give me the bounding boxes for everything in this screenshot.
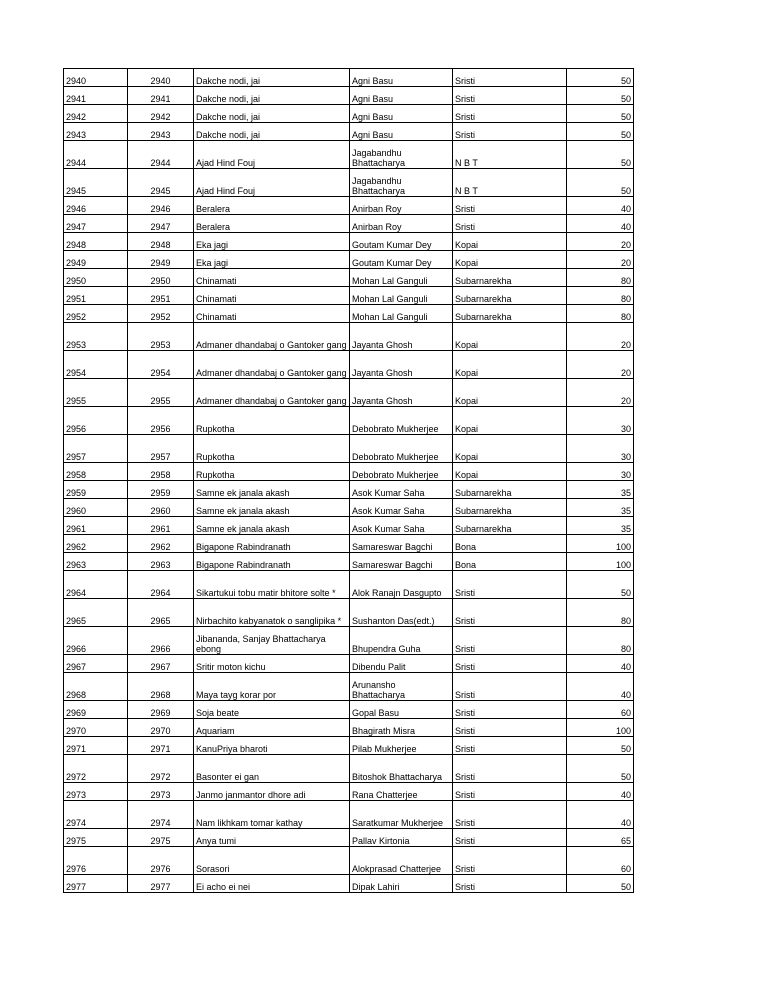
- serial-number-cell: 2940: [128, 69, 194, 87]
- book-title-cell: Dakche nodi, jai: [194, 105, 350, 123]
- author-cell: Anirban Roy: [350, 215, 453, 233]
- table-row: [64, 553, 634, 571]
- publisher-cell: Sristi: [453, 655, 567, 673]
- book-title-cell: Ajad Hind Fouj: [194, 141, 350, 169]
- author-cell: Samareswar Bagchi: [350, 535, 453, 553]
- price-cell: 20: [567, 323, 634, 351]
- author-cell: Mohan Lal Ganguli: [350, 287, 453, 305]
- author-cell: Asok Kumar Saha: [350, 517, 453, 535]
- author-cell: Pallav Kirtonia: [350, 829, 453, 847]
- price-cell: 30: [567, 407, 634, 435]
- accession-number-cell: 2954: [64, 351, 128, 379]
- book-title-cell: Bigapone Rabindranath: [194, 553, 350, 571]
- book-title-cell: Maya tayg korar por: [194, 673, 350, 701]
- publisher-cell: Kopai: [453, 463, 567, 481]
- table-row: [64, 499, 634, 517]
- publisher-cell: Sristi: [453, 123, 567, 141]
- author-cell: Jayanta Ghosh: [350, 323, 453, 351]
- table-row: [64, 463, 634, 481]
- serial-number-cell: 2952: [128, 305, 194, 323]
- price-cell: 20: [567, 233, 634, 251]
- accession-number-cell: 2948: [64, 233, 128, 251]
- serial-number-cell: 2967: [128, 655, 194, 673]
- publisher-cell: Sristi: [453, 599, 567, 627]
- price-cell: 80: [567, 269, 634, 287]
- book-register-table: [63, 68, 634, 893]
- publisher-cell: Kopai: [453, 233, 567, 251]
- table-row: [64, 829, 634, 847]
- book-title-cell: Dakche nodi, jai: [194, 87, 350, 105]
- author-cell: Jayanta Ghosh: [350, 379, 453, 407]
- accession-number-cell: 2958: [64, 463, 128, 481]
- price-cell: 30: [567, 435, 634, 463]
- book-title-cell: Bigapone Rabindranath: [194, 535, 350, 553]
- publisher-cell: Subarnarekha: [453, 499, 567, 517]
- price-cell: 40: [567, 673, 634, 701]
- table-row: [64, 305, 634, 323]
- author-cell: Alok Ranajn Dasgupto: [350, 571, 453, 599]
- author-cell: Agni Basu: [350, 123, 453, 141]
- price-cell: 50: [567, 737, 634, 755]
- table-row: [64, 323, 634, 351]
- serial-number-cell: 2977: [128, 875, 194, 893]
- author-cell: Pilab Mukherjee: [350, 737, 453, 755]
- price-cell: 100: [567, 535, 634, 553]
- serial-number-cell: 2945: [128, 169, 194, 197]
- accession-number-cell: 2943: [64, 123, 128, 141]
- price-cell: 80: [567, 627, 634, 655]
- accession-number-cell: 2973: [64, 783, 128, 801]
- author-cell: Debobrato Mukherjee: [350, 407, 453, 435]
- publisher-cell: Kopai: [453, 251, 567, 269]
- book-title-cell: Samne ek janala akash: [194, 499, 350, 517]
- table-row: [64, 69, 634, 87]
- accession-number-cell: 2941: [64, 87, 128, 105]
- price-cell: 40: [567, 197, 634, 215]
- book-title-cell: Dakche nodi, jai: [194, 69, 350, 87]
- price-cell: 65: [567, 829, 634, 847]
- table-row: [64, 847, 634, 875]
- publisher-cell: Bona: [453, 553, 567, 571]
- price-cell: 40: [567, 783, 634, 801]
- publisher-cell: Subarnarekha: [453, 305, 567, 323]
- book-title-cell: Janmo janmantor dhore adi: [194, 783, 350, 801]
- table-row: [64, 627, 634, 655]
- table-row: [64, 481, 634, 499]
- author-cell: Alokprasad Chatterjee: [350, 847, 453, 875]
- book-title-cell: Jibananda, Sanjay Bhattacharya ebong: [194, 627, 350, 655]
- accession-number-cell: 2955: [64, 379, 128, 407]
- publisher-cell: N B T: [453, 141, 567, 169]
- accession-number-cell: 2970: [64, 719, 128, 737]
- table-row: [64, 269, 634, 287]
- accession-number-cell: 2968: [64, 673, 128, 701]
- price-cell: 60: [567, 701, 634, 719]
- serial-number-cell: 2954: [128, 351, 194, 379]
- table-row: [64, 875, 634, 893]
- book-title-cell: Chinamati: [194, 305, 350, 323]
- table-row: [64, 673, 634, 701]
- author-cell: Asok Kumar Saha: [350, 499, 453, 517]
- author-cell: Jagabandhu Bhattacharya: [350, 141, 453, 169]
- accession-number-cell: 2976: [64, 847, 128, 875]
- accession-number-cell: 2961: [64, 517, 128, 535]
- serial-number-cell: 2961: [128, 517, 194, 535]
- publisher-cell: Sristi: [453, 701, 567, 719]
- price-cell: 40: [567, 655, 634, 673]
- author-cell: Jagabandhu Bhattacharya: [350, 169, 453, 197]
- author-cell: Bitoshok Bhattacharya: [350, 755, 453, 783]
- book-title-cell: Dakche nodi, jai: [194, 123, 350, 141]
- book-title-cell: Soja beate: [194, 701, 350, 719]
- serial-number-cell: 2973: [128, 783, 194, 801]
- table-row: [64, 571, 634, 599]
- publisher-cell: Sristi: [453, 87, 567, 105]
- price-cell: 40: [567, 215, 634, 233]
- book-title-cell: Nam likhkam tomar kathay: [194, 801, 350, 829]
- author-cell: Agni Basu: [350, 69, 453, 87]
- publisher-cell: Sristi: [453, 215, 567, 233]
- price-cell: 50: [567, 875, 634, 893]
- price-cell: 20: [567, 251, 634, 269]
- publisher-cell: Sristi: [453, 847, 567, 875]
- author-cell: Saratkumar Mukherjee: [350, 801, 453, 829]
- accession-number-cell: 2963: [64, 553, 128, 571]
- accession-number-cell: 2953: [64, 323, 128, 351]
- accession-number-cell: 2972: [64, 755, 128, 783]
- author-cell: Goutam Kumar Dey: [350, 233, 453, 251]
- publisher-cell: Sristi: [453, 571, 567, 599]
- accession-number-cell: 2971: [64, 737, 128, 755]
- serial-number-cell: 2951: [128, 287, 194, 305]
- author-cell: Jayanta Ghosh: [350, 351, 453, 379]
- book-title-cell: Nirbachito kabyanatok o sanglipika *: [194, 599, 350, 627]
- table-row: [64, 233, 634, 251]
- author-cell: Rana Chatterjee: [350, 783, 453, 801]
- price-cell: 50: [567, 105, 634, 123]
- table-row: [64, 105, 634, 123]
- price-cell: 80: [567, 305, 634, 323]
- book-title-cell: Sritir moton kichu: [194, 655, 350, 673]
- accession-number-cell: 2949: [64, 251, 128, 269]
- publisher-cell: Sristi: [453, 829, 567, 847]
- author-cell: Sushanton Das(edt.): [350, 599, 453, 627]
- book-title-cell: Sorasori: [194, 847, 350, 875]
- author-cell: Dipak Lahiri: [350, 875, 453, 893]
- accession-number-cell: 2945: [64, 169, 128, 197]
- book-title-cell: Chinamati: [194, 287, 350, 305]
- author-cell: Asok Kumar Saha: [350, 481, 453, 499]
- book-title-cell: Samne ek janala akash: [194, 481, 350, 499]
- table-row: [64, 379, 634, 407]
- serial-number-cell: 2953: [128, 323, 194, 351]
- book-title-cell: KanuPriya bharoti: [194, 737, 350, 755]
- accession-number-cell: 2940: [64, 69, 128, 87]
- table-row: [64, 737, 634, 755]
- accession-number-cell: 2974: [64, 801, 128, 829]
- serial-number-cell: 2976: [128, 847, 194, 875]
- book-title-cell: Anya tumi: [194, 829, 350, 847]
- serial-number-cell: 2950: [128, 269, 194, 287]
- publisher-cell: N B T: [453, 169, 567, 197]
- book-title-cell: Admaner dhandabaj o Gantoker gang: [194, 379, 350, 407]
- serial-number-cell: 2971: [128, 737, 194, 755]
- accession-number-cell: 2950: [64, 269, 128, 287]
- book-title-cell: Samne ek janala akash: [194, 517, 350, 535]
- accession-number-cell: 2952: [64, 305, 128, 323]
- price-cell: 35: [567, 517, 634, 535]
- serial-number-cell: 2948: [128, 233, 194, 251]
- serial-number-cell: 2970: [128, 719, 194, 737]
- serial-number-cell: 2955: [128, 379, 194, 407]
- publisher-cell: Kopai: [453, 323, 567, 351]
- publisher-cell: Sristi: [453, 197, 567, 215]
- table-row: [64, 783, 634, 801]
- serial-number-cell: 2966: [128, 627, 194, 655]
- book-title-cell: Rupkotha: [194, 463, 350, 481]
- author-cell: Debobrato Mukherjee: [350, 435, 453, 463]
- accession-number-cell: 2946: [64, 197, 128, 215]
- accession-number-cell: 2959: [64, 481, 128, 499]
- serial-number-cell: 2969: [128, 701, 194, 719]
- serial-number-cell: 2960: [128, 499, 194, 517]
- publisher-cell: Subarnarekha: [453, 287, 567, 305]
- author-cell: Samareswar Bagchi: [350, 553, 453, 571]
- table-row: [64, 87, 634, 105]
- accession-number-cell: 2969: [64, 701, 128, 719]
- table-row: [64, 755, 634, 783]
- publisher-cell: Sristi: [453, 673, 567, 701]
- publisher-cell: Sristi: [453, 737, 567, 755]
- author-cell: Gopal Basu: [350, 701, 453, 719]
- book-title-cell: Ei acho ei nei: [194, 875, 350, 893]
- table-row: [64, 141, 634, 169]
- author-cell: Bhupendra Guha: [350, 627, 453, 655]
- table-row: [64, 215, 634, 233]
- table-row: [64, 719, 634, 737]
- author-cell: Dibendu Palit: [350, 655, 453, 673]
- book-title-cell: Chinamati: [194, 269, 350, 287]
- publisher-cell: Sristi: [453, 627, 567, 655]
- accession-number-cell: 2966: [64, 627, 128, 655]
- table-row: [64, 287, 634, 305]
- serial-number-cell: 2964: [128, 571, 194, 599]
- book-title-cell: Beralera: [194, 215, 350, 233]
- publisher-cell: Sristi: [453, 755, 567, 783]
- price-cell: 50: [567, 571, 634, 599]
- accession-number-cell: 2977: [64, 875, 128, 893]
- table-row: [64, 169, 634, 197]
- author-cell: Mohan Lal Ganguli: [350, 269, 453, 287]
- serial-number-cell: 2957: [128, 435, 194, 463]
- book-title-cell: Admaner dhandabaj o Gantoker gang: [194, 351, 350, 379]
- publisher-cell: Kopai: [453, 351, 567, 379]
- price-cell: 50: [567, 123, 634, 141]
- price-cell: 50: [567, 87, 634, 105]
- book-title-cell: Sikartukui tobu matir bhitore solte *: [194, 571, 350, 599]
- publisher-cell: Subarnarekha: [453, 481, 567, 499]
- serial-number-cell: 2959: [128, 481, 194, 499]
- book-title-cell: Beralera: [194, 197, 350, 215]
- price-cell: 30: [567, 463, 634, 481]
- author-cell: Agni Basu: [350, 87, 453, 105]
- serial-number-cell: 2943: [128, 123, 194, 141]
- table-row: [64, 407, 634, 435]
- serial-number-cell: 2972: [128, 755, 194, 783]
- table-body: [64, 69, 634, 893]
- publisher-cell: Subarnarekha: [453, 517, 567, 535]
- serial-number-cell: 2975: [128, 829, 194, 847]
- publisher-cell: Kopai: [453, 379, 567, 407]
- accession-number-cell: 2975: [64, 829, 128, 847]
- author-cell: Agni Basu: [350, 105, 453, 123]
- table-row: [64, 655, 634, 673]
- serial-number-cell: 2956: [128, 407, 194, 435]
- book-title-cell: Admaner dhandabaj o Gantoker gang: [194, 323, 350, 351]
- table-row: [64, 435, 634, 463]
- publisher-cell: Sristi: [453, 719, 567, 737]
- serial-number-cell: 2947: [128, 215, 194, 233]
- table-row: [64, 801, 634, 829]
- table-row: [64, 517, 634, 535]
- publisher-cell: Sristi: [453, 69, 567, 87]
- author-cell: Anirban Roy: [350, 197, 453, 215]
- book-title-cell: Eka jagi: [194, 233, 350, 251]
- accession-number-cell: 2956: [64, 407, 128, 435]
- author-cell: Bhagirath Misra: [350, 719, 453, 737]
- author-cell: Arunansho Bhattacharya: [350, 673, 453, 701]
- price-cell: 40: [567, 801, 634, 829]
- author-cell: Goutam Kumar Dey: [350, 251, 453, 269]
- publisher-cell: Sristi: [453, 875, 567, 893]
- table-row: [64, 123, 634, 141]
- serial-number-cell: 2963: [128, 553, 194, 571]
- accession-number-cell: 2964: [64, 571, 128, 599]
- price-cell: 35: [567, 499, 634, 517]
- publisher-cell: Sristi: [453, 801, 567, 829]
- accession-number-cell: 2962: [64, 535, 128, 553]
- book-title-cell: Eka jagi: [194, 251, 350, 269]
- price-cell: 60: [567, 847, 634, 875]
- publisher-cell: Kopai: [453, 407, 567, 435]
- accession-number-cell: 2947: [64, 215, 128, 233]
- accession-number-cell: 2951: [64, 287, 128, 305]
- publisher-cell: Sristi: [453, 783, 567, 801]
- publisher-cell: Bona: [453, 535, 567, 553]
- author-cell: Debobrato Mukherjee: [350, 463, 453, 481]
- price-cell: 35: [567, 481, 634, 499]
- serial-number-cell: 2974: [128, 801, 194, 829]
- book-title-cell: Rupkotha: [194, 435, 350, 463]
- table-row: [64, 701, 634, 719]
- price-cell: 50: [567, 69, 634, 87]
- accession-number-cell: 2942: [64, 105, 128, 123]
- price-cell: 80: [567, 599, 634, 627]
- serial-number-cell: 2962: [128, 535, 194, 553]
- serial-number-cell: 2965: [128, 599, 194, 627]
- price-cell: 100: [567, 553, 634, 571]
- table-row: [64, 599, 634, 627]
- price-cell: 50: [567, 755, 634, 783]
- publisher-cell: Kopai: [453, 435, 567, 463]
- accession-number-cell: 2960: [64, 499, 128, 517]
- book-title-cell: Ajad Hind Fouj: [194, 169, 350, 197]
- table-row: [64, 351, 634, 379]
- author-cell: Mohan Lal Ganguli: [350, 305, 453, 323]
- table-row: [64, 251, 634, 269]
- serial-number-cell: 2946: [128, 197, 194, 215]
- price-cell: 50: [567, 141, 634, 169]
- serial-number-cell: 2949: [128, 251, 194, 269]
- publisher-cell: Subarnarekha: [453, 269, 567, 287]
- price-cell: 20: [567, 379, 634, 407]
- serial-number-cell: 2942: [128, 105, 194, 123]
- price-cell: 50: [567, 169, 634, 197]
- price-cell: 100: [567, 719, 634, 737]
- table-row: [64, 197, 634, 215]
- serial-number-cell: 2968: [128, 673, 194, 701]
- book-title-cell: Basonter ei gan: [194, 755, 350, 783]
- serial-number-cell: 2944: [128, 141, 194, 169]
- serial-number-cell: 2958: [128, 463, 194, 481]
- book-title-cell: Aquariam: [194, 719, 350, 737]
- publisher-cell: Sristi: [453, 105, 567, 123]
- accession-number-cell: 2965: [64, 599, 128, 627]
- accession-number-cell: 2967: [64, 655, 128, 673]
- book-title-cell: Rupkotha: [194, 407, 350, 435]
- price-cell: 80: [567, 287, 634, 305]
- table-row: [64, 535, 634, 553]
- price-cell: 20: [567, 351, 634, 379]
- accession-number-cell: 2957: [64, 435, 128, 463]
- accession-number-cell: 2944: [64, 141, 128, 169]
- serial-number-cell: 2941: [128, 87, 194, 105]
